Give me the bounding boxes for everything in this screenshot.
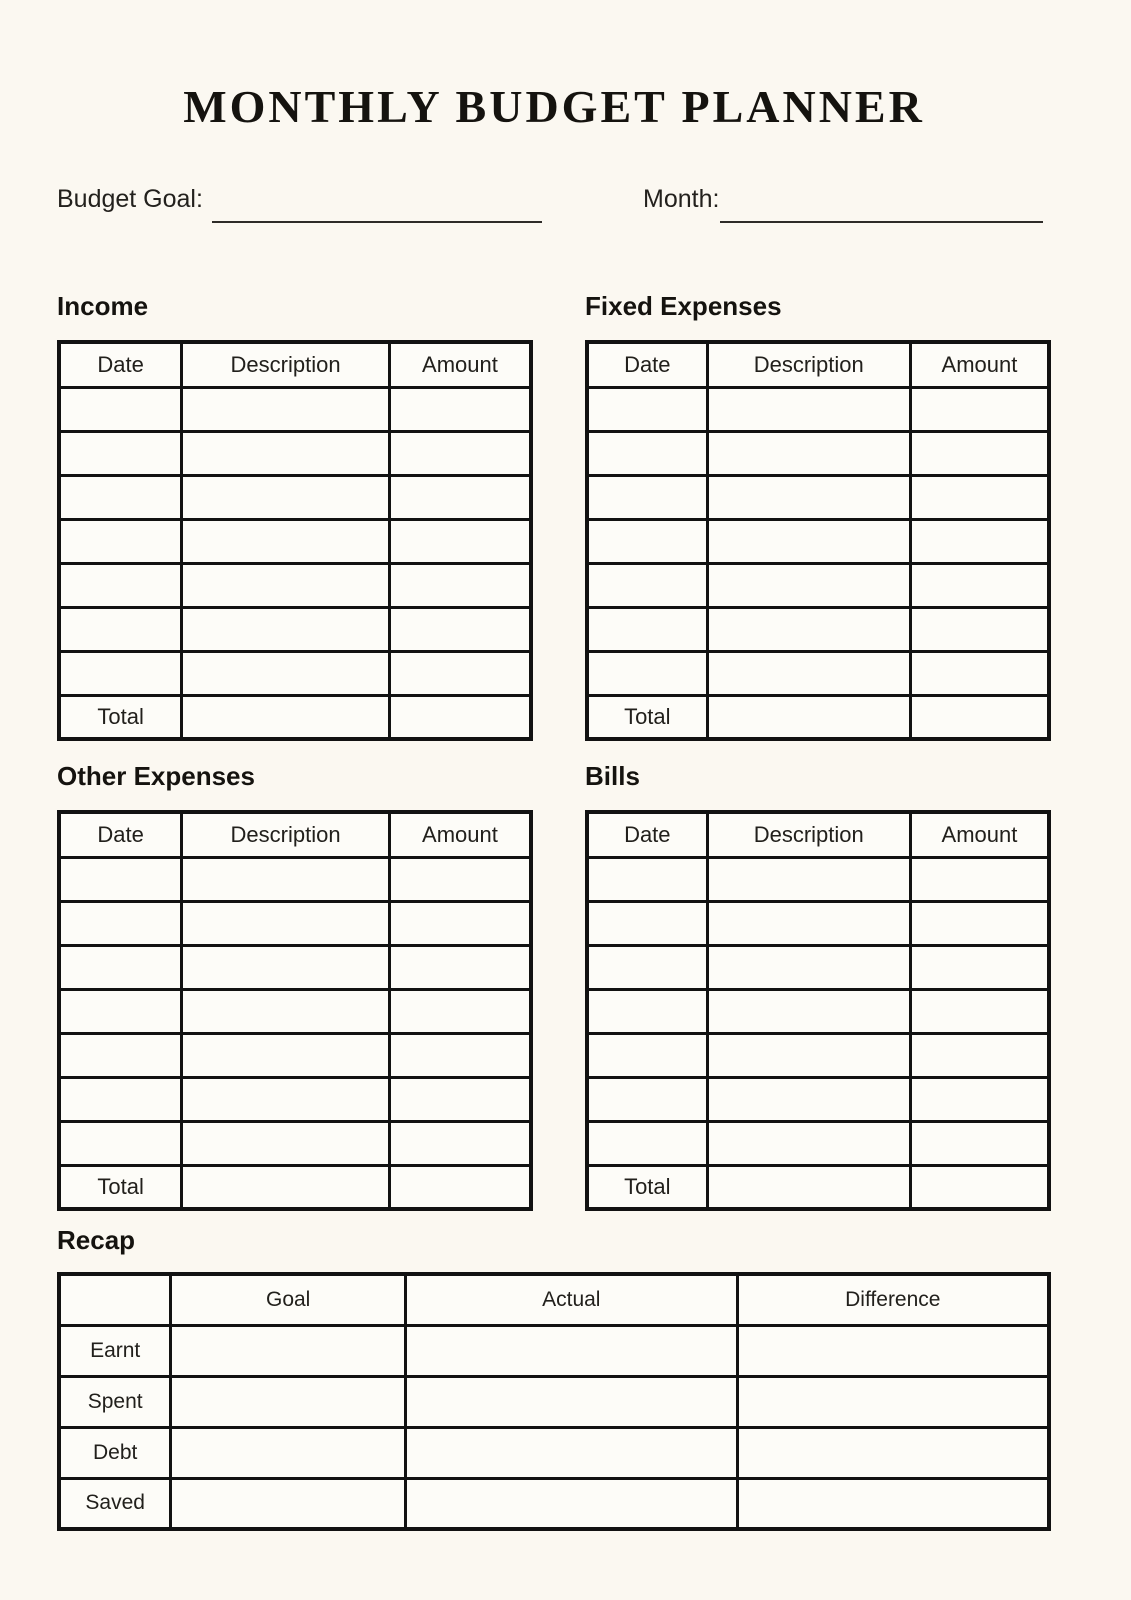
recap-row-earnt [59, 1325, 1049, 1376]
blank-cell [59, 387, 182, 431]
bills-heading: Bills [585, 761, 640, 791]
total-description-cell [182, 695, 390, 739]
column-header-amount: Amount [910, 812, 1049, 857]
total-amount-cell [910, 1165, 1049, 1209]
blank-cell [182, 651, 390, 695]
blank-cell [707, 945, 910, 989]
budget-goal-label: Budget Goal: [57, 185, 203, 213]
blank-cell [910, 651, 1049, 695]
blank-cell [59, 607, 182, 651]
recap-goal-cell [171, 1478, 406, 1529]
blank-cell [389, 989, 531, 1033]
header-row [59, 342, 531, 387]
blank-cell [389, 431, 531, 475]
column-header-amount: Amount [389, 812, 531, 857]
blank-cell [707, 475, 910, 519]
recap-table [57, 1272, 1051, 1531]
recap-goal-cell [171, 1325, 406, 1376]
blank-cell [389, 901, 531, 945]
blank-cell [59, 431, 182, 475]
blank-cell [59, 1121, 182, 1165]
budget-goal-line [212, 221, 542, 223]
blank-cell [182, 1033, 390, 1077]
blank-cell [910, 519, 1049, 563]
total-row [59, 1165, 531, 1209]
blank-cell [587, 607, 707, 651]
blank-cell [389, 651, 531, 695]
blank-entry-row [587, 857, 1049, 901]
blank-entry-row [59, 563, 531, 607]
blank-cell [910, 475, 1049, 519]
blank-cell [910, 1121, 1049, 1165]
header-row [587, 812, 1049, 857]
blank-cell [182, 989, 390, 1033]
blank-cell [59, 563, 182, 607]
blank-entry-row [587, 1077, 1049, 1121]
blank-cell [587, 387, 707, 431]
total-label-cell: Total [59, 1165, 182, 1209]
column-header-description: Description [707, 342, 910, 387]
recap-row-label: Spent [59, 1376, 171, 1427]
blank-cell [182, 901, 390, 945]
blank-cell [910, 607, 1049, 651]
blank-cell [910, 1077, 1049, 1121]
blank-cell [707, 901, 910, 945]
section-fixed-expenses [585, 291, 1051, 741]
blank-cell [587, 989, 707, 1033]
recap-heading: Recap [57, 1225, 136, 1255]
blank-cell [389, 519, 531, 563]
blank-cell [389, 563, 531, 607]
blank-cell [910, 387, 1049, 431]
blank-cell [389, 945, 531, 989]
blank-entry-row [587, 475, 1049, 519]
column-header-description: Description [707, 812, 910, 857]
blank-cell [910, 901, 1049, 945]
blank-cell [910, 945, 1049, 989]
tables-row-1 [57, 291, 1051, 741]
blank-cell [587, 857, 707, 901]
blank-entry-row [59, 387, 531, 431]
total-label-cell: Total [59, 695, 182, 739]
blank-cell [389, 607, 531, 651]
blank-cell [389, 1077, 531, 1121]
blank-cell [587, 1077, 707, 1121]
total-amount-cell [910, 695, 1049, 739]
blank-entry-row [59, 1077, 531, 1121]
blank-cell [587, 431, 707, 475]
blank-cell [910, 989, 1049, 1033]
month-line [720, 221, 1043, 223]
tables-row-2 [57, 761, 1051, 1211]
recap-difference-cell [737, 1376, 1049, 1427]
column-header-amount: Amount [389, 342, 531, 387]
blank-entry-row [587, 901, 1049, 945]
blank-entry-row [59, 857, 531, 901]
recap-column-actual: Actual [405, 1274, 737, 1325]
blank-entry-row [59, 1121, 531, 1165]
blank-cell [587, 901, 707, 945]
recap-row-label: Earnt [59, 1325, 171, 1376]
column-header-date: Date [587, 812, 707, 857]
blank-cell [182, 387, 390, 431]
recap-column-goal: Goal [171, 1274, 406, 1325]
blank-entry-row [59, 989, 531, 1033]
blank-cell [389, 1033, 531, 1077]
blank-cell [707, 607, 910, 651]
section-recap [57, 1225, 1051, 1531]
blank-entry-row [587, 563, 1049, 607]
column-header-description: Description [182, 342, 390, 387]
blank-cell [707, 1033, 910, 1077]
blank-cell [707, 651, 910, 695]
recap-row-label: Saved [59, 1478, 171, 1529]
blank-cell [707, 519, 910, 563]
blank-entry-row [587, 945, 1049, 989]
header-row [587, 342, 1049, 387]
blank-cell [182, 563, 390, 607]
blank-cell [587, 475, 707, 519]
total-label-cell: Total [587, 1165, 707, 1209]
income-heading: Income [57, 291, 149, 321]
blank-cell [707, 989, 910, 1033]
total-description-cell [707, 1165, 910, 1209]
total-amount-cell [389, 1165, 531, 1209]
blank-cell [587, 1121, 707, 1165]
blank-cell [587, 563, 707, 607]
blank-entry-row [59, 607, 531, 651]
month-label: Month: [643, 185, 720, 213]
blank-entry-row [59, 945, 531, 989]
blank-entry-row [59, 901, 531, 945]
blank-cell [182, 945, 390, 989]
blank-cell [707, 1121, 910, 1165]
blank-entry-row [587, 1121, 1049, 1165]
total-row [59, 695, 531, 739]
blank-cell [587, 519, 707, 563]
blank-cell [182, 857, 390, 901]
blank-entry-row [587, 989, 1049, 1033]
section-other-expenses [57, 761, 533, 1211]
blank-cell [389, 475, 531, 519]
blank-cell [707, 387, 910, 431]
blank-entry-row [59, 1033, 531, 1077]
total-description-cell [182, 1165, 390, 1209]
blank-cell [389, 857, 531, 901]
blank-entry-row [59, 651, 531, 695]
blank-cell [59, 1077, 182, 1121]
total-description-cell [707, 695, 910, 739]
blank-cell [182, 607, 390, 651]
blank-cell [59, 901, 182, 945]
blank-entry-row [59, 519, 531, 563]
blank-cell [389, 1121, 531, 1165]
blank-cell [587, 651, 707, 695]
recap-column-difference: Difference [737, 1274, 1049, 1325]
column-header-date: Date [59, 342, 182, 387]
recap-header-row [59, 1274, 1049, 1325]
recap-corner-cell [59, 1274, 171, 1325]
blank-cell [910, 1033, 1049, 1077]
section-bills [585, 761, 1051, 1211]
recap-actual-cell [405, 1427, 737, 1478]
recap-difference-cell [737, 1325, 1049, 1376]
column-header-amount: Amount [910, 342, 1049, 387]
total-amount-cell [389, 695, 531, 739]
recap-goal-cell [171, 1376, 406, 1427]
column-header-date: Date [587, 342, 707, 387]
other-expenses-heading: Other Expenses [57, 761, 255, 791]
blank-cell [59, 945, 182, 989]
total-row [587, 1165, 1049, 1209]
blank-entry-row [587, 431, 1049, 475]
blank-cell [182, 475, 390, 519]
total-label-cell: Total [587, 695, 707, 739]
blank-cell [59, 651, 182, 695]
recap-row-label: Debt [59, 1427, 171, 1478]
total-row [587, 695, 1049, 739]
recap-actual-cell [405, 1325, 737, 1376]
page-title: MONTHLY BUDGET PLANNER [183, 81, 925, 132]
blank-cell [707, 857, 910, 901]
blank-cell [59, 857, 182, 901]
blank-cell [910, 857, 1049, 901]
blank-entry-row [587, 1033, 1049, 1077]
header-row [59, 812, 531, 857]
bills-table [585, 810, 1051, 1211]
fill-in-header [57, 185, 1051, 233]
blank-cell [910, 563, 1049, 607]
recap-difference-cell [737, 1427, 1049, 1478]
recap-goal-cell [171, 1427, 406, 1478]
blank-cell [182, 431, 390, 475]
blank-entry-row [59, 475, 531, 519]
blank-cell [587, 1033, 707, 1077]
blank-cell [910, 431, 1049, 475]
blank-cell [182, 1121, 390, 1165]
blank-cell [587, 945, 707, 989]
blank-cell [707, 1077, 910, 1121]
blank-entry-row [587, 519, 1049, 563]
blank-cell [59, 475, 182, 519]
income-table [57, 340, 533, 741]
blank-cell [707, 563, 910, 607]
blank-entry-row [59, 431, 531, 475]
recap-row-debt [59, 1427, 1049, 1478]
fixed-expenses-heading: Fixed Expenses [585, 291, 782, 321]
blank-cell [389, 387, 531, 431]
fixed-expenses-table [585, 340, 1051, 741]
recap-actual-cell [405, 1478, 737, 1529]
blank-entry-row [587, 651, 1049, 695]
blank-cell [59, 989, 182, 1033]
blank-cell [182, 1077, 390, 1121]
column-header-description: Description [182, 812, 390, 857]
column-header-date: Date [59, 812, 182, 857]
recap-row-saved [59, 1478, 1049, 1529]
blank-cell [707, 431, 910, 475]
other-expenses-table [57, 810, 533, 1211]
blank-entry-row [587, 607, 1049, 651]
blank-cell [182, 519, 390, 563]
recap-row-spent [59, 1376, 1049, 1427]
blank-cell [59, 519, 182, 563]
blank-entry-row [587, 387, 1049, 431]
section-income [57, 291, 533, 741]
recap-actual-cell [405, 1376, 737, 1427]
recap-difference-cell [737, 1478, 1049, 1529]
blank-cell [59, 1033, 182, 1077]
